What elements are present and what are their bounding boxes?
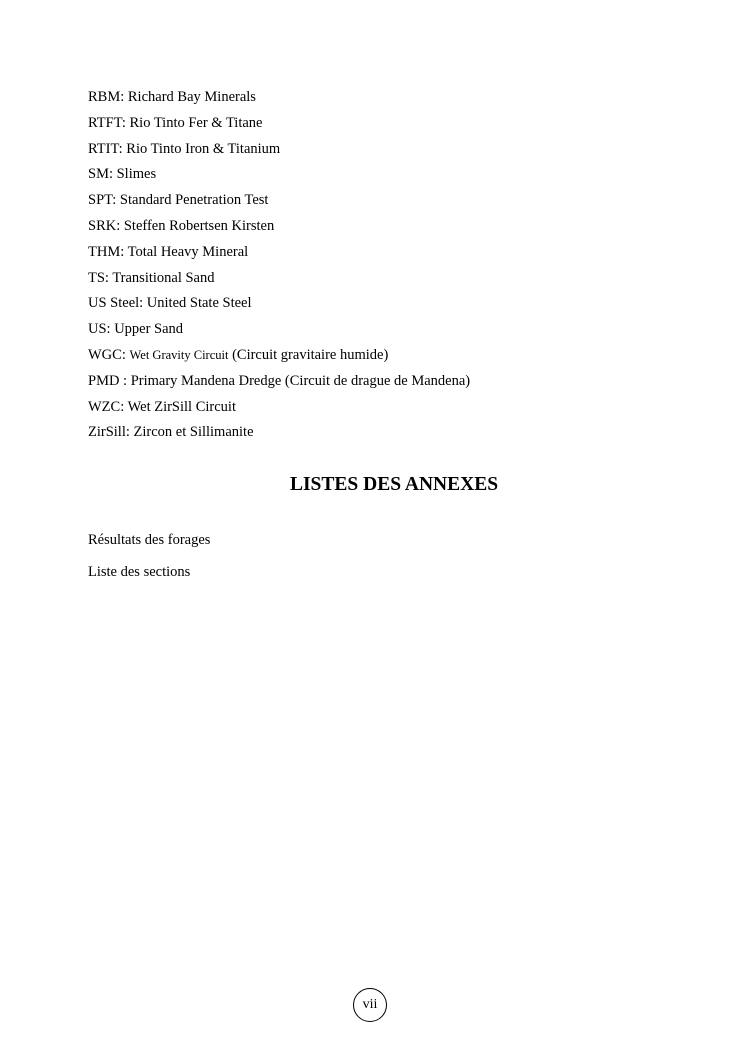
annex-list xyxy=(88,531,210,595)
abbreviation-list xyxy=(88,88,688,449)
abbreviation-wgc xyxy=(88,346,688,372)
abbreviation-rtit: RTIT: Rio Tinto Iron & Titanium xyxy=(88,140,281,157)
abbreviation-rtft: RTFT: Rio Tinto Fer & Titane xyxy=(88,114,263,131)
abbreviation-thm: THM: Total Heavy Mineral xyxy=(88,243,249,260)
page-number: vii xyxy=(353,988,387,1022)
abbreviation-srk: SRK: Steffen Robertsen Kirsten xyxy=(88,217,275,234)
abbreviation-wzc: WZC: Wet ZirSill Circuit xyxy=(88,398,236,415)
annexes-heading: LISTES DES ANNEXES xyxy=(289,474,499,495)
abbreviation-spt: SPT: Standard Penetration Test xyxy=(88,192,269,209)
abbreviation-zirsill: ZirSill: Zircon et Sillimanite xyxy=(88,424,254,441)
abbreviation-sm: SM: Slimes xyxy=(88,166,157,183)
abbreviation-us: US: Upper Sand xyxy=(88,321,184,338)
abbreviation-wgc-expansion: Wet Gravity Circuit xyxy=(129,347,229,362)
annex-item-forages: Résultats des forages xyxy=(88,532,211,548)
abbreviation-wgc-prefix: WGC: xyxy=(88,346,130,363)
annex-item-sections: Liste des sections xyxy=(88,564,191,580)
abbreviation-us-steel: US Steel: United State Steel xyxy=(88,295,252,312)
abbreviation-ts: TS: Transitional Sand xyxy=(88,269,215,286)
abbreviation-rbm: RBM: Richard Bay Minerals xyxy=(88,89,256,105)
abbreviation-pmd: PMD : Primary Mandena Dredge (Circuit de drague de Mandena) xyxy=(88,372,471,389)
abbreviation-wgc-translation: (Circuit gravitaire humide) xyxy=(228,346,389,363)
